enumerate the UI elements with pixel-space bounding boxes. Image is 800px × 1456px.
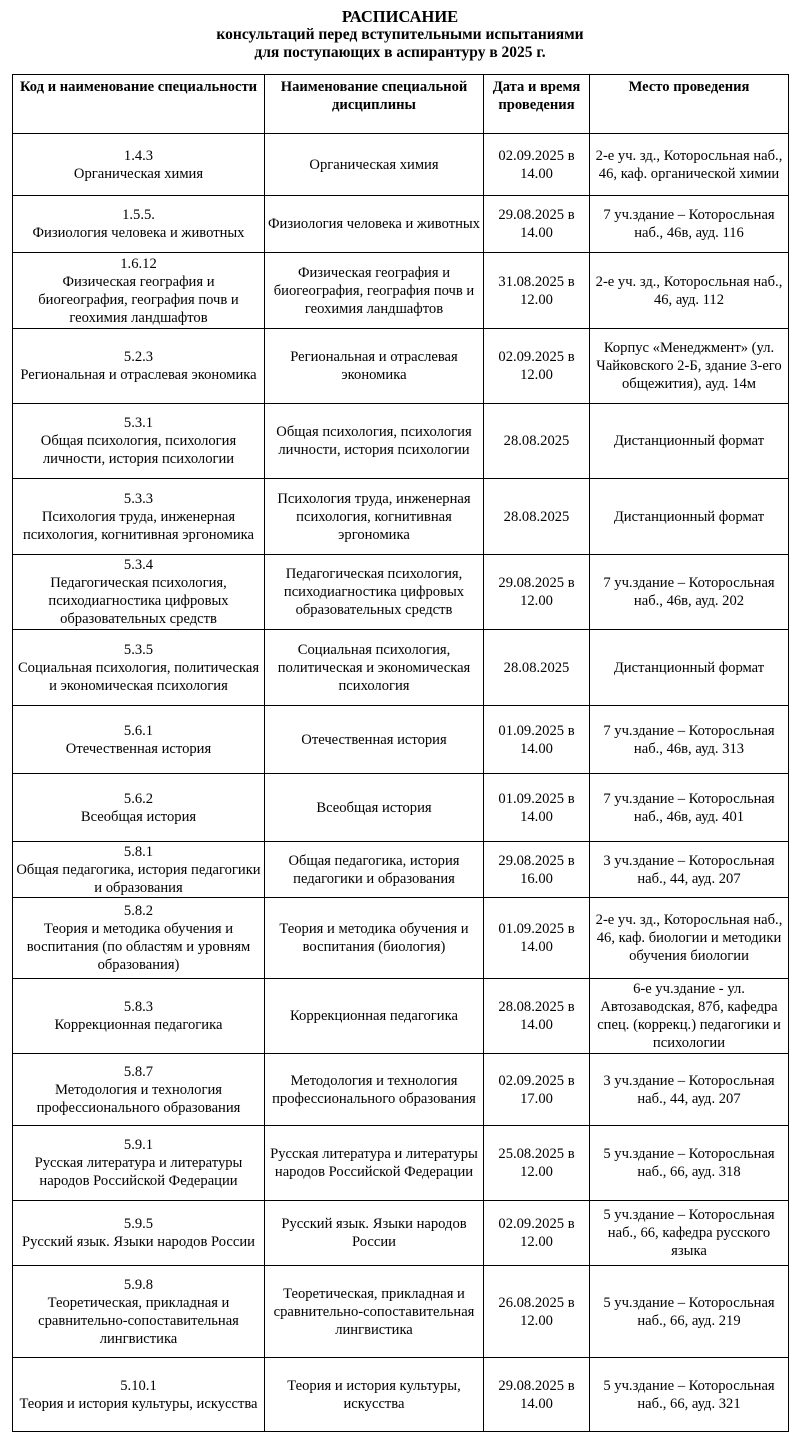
specialty-cell [13, 706, 265, 774]
specialty-name: Общая психология, психология личности, история психологии [40, 433, 237, 467]
datetime-cell: 28.08.2025 [484, 630, 590, 706]
table-row [13, 1201, 789, 1266]
table-row [13, 774, 789, 842]
table-row [13, 329, 789, 404]
specialty-code: 5.8.7 [123, 1063, 154, 1080]
specialty-name: Методология и технология профессионального образования [36, 1081, 241, 1116]
datetime-cell: 02.09.2025 в 14.00 [484, 134, 590, 196]
place-cell: Корпус «Менеджмент» (ул. Чайковского 2-Б, здание 3-его общежития), ауд. 14м [590, 329, 789, 404]
specialty-cell [13, 1054, 265, 1126]
place-cell: 5 уч.здание – Которосльная наб., 66, ауд. 321 [590, 1358, 789, 1432]
specialty-cell [13, 1201, 265, 1266]
place-cell: Дистанционный формат [590, 404, 789, 479]
place-cell: 7 уч.здание – Которосльная наб., 46в, ауд. 116 [590, 196, 789, 253]
datetime-cell: 31.08.2025 в 12.00 [484, 253, 590, 329]
datetime-cell: 02.09.2025 в 12.00 [484, 329, 590, 404]
column-header-place: Место проведения [590, 75, 789, 134]
specialty-name: Психология труда, инженерная психология, когнитивная эргономика [22, 508, 254, 543]
table-row [13, 706, 789, 774]
table-row [13, 842, 789, 898]
discipline-cell: Всеобщая история [265, 774, 484, 842]
specialty-name: Теория и методика обучения и воспитания (по областям и уровням образования) [26, 921, 251, 973]
specialty-cell [13, 134, 265, 196]
specialty-name: Коррекционная педагогика [54, 1017, 223, 1033]
specialty-name: Русский язык. Языки народов России [22, 1234, 255, 1250]
discipline-cell: Методология и технология профессионального образования [265, 1054, 484, 1126]
specialty-cell [13, 842, 265, 898]
discipline-cell: Физиология человека и животных [265, 196, 484, 253]
specialty-cell [13, 479, 265, 555]
discipline-cell: Физическая география и биогеография, география почв и геохимия ландшафтов [265, 253, 484, 329]
discipline-cell: Региональная и отраслевая экономика [265, 329, 484, 404]
place-cell: 3 уч.здание – Которосльная наб., 44, ауд. 207 [590, 842, 789, 898]
discipline-cell: Русская литература и литературы народов Российской Федерации [265, 1126, 484, 1201]
specialty-name: Теория и история культуры, искусства [19, 1395, 258, 1412]
specialty-code: 5.6.2 [123, 790, 154, 807]
document-title: РАСПИСАНИЕ [341, 7, 459, 26]
document-subtitle-line1: консультаций перед вступительными испытаниями [216, 26, 584, 43]
specialty-code: 5.8.2 [123, 903, 154, 919]
specialty-cell [13, 630, 265, 706]
datetime-cell: 02.09.2025 в 12.00 [484, 1201, 590, 1266]
specialty-name: Теоретическая, прикладная и сравнительно-сопоставительная лингвистика [38, 1294, 239, 1347]
datetime-cell: 28.08.2025 [484, 479, 590, 555]
place-cell: 3 уч.здание – Которосльная наб., 44, ауд. 207 [590, 1054, 789, 1126]
discipline-cell: Отечественная история [265, 706, 484, 774]
specialty-cell [13, 1266, 265, 1358]
discipline-cell: Теория и история культуры, искусства [265, 1358, 484, 1432]
table-row [13, 1126, 789, 1201]
place-cell: 7 уч.здание – Которосльная наб., 46в, ауд. 202 [590, 555, 789, 630]
specialty-code: 5.9.1 [123, 1137, 154, 1153]
place-cell: 2-е уч. зд., Которосльная наб., 46, каф. органической химии [590, 134, 789, 196]
place-cell: Дистанционный формат [590, 479, 789, 555]
document-subtitle-line2: для поступающих в аспирантуру в 2025 г. [254, 44, 546, 61]
specialty-name: Отечественная история [65, 740, 212, 757]
schedule-table [12, 74, 789, 1432]
place-cell: 6-е уч.здание - ул. Автозаводская, 87б, кафедра спец. (коррекц.) педагогики и психологии [590, 979, 789, 1054]
specialty-name: Всеобщая история [80, 808, 197, 825]
specialty-code: 5.10.1 [120, 1377, 157, 1394]
table-header-row [13, 75, 789, 134]
datetime-cell: 29.08.2025 в 14.00 [484, 196, 590, 253]
column-header-specialty: Код и наименование специальности [13, 75, 265, 134]
specialty-cell [13, 774, 265, 842]
table-row [13, 253, 789, 329]
specialty-code: 5.3.3 [123, 490, 154, 507]
discipline-cell: Теория и методика обучения и воспитания (биология) [265, 898, 484, 979]
datetime-cell: 29.08.2025 в 16.00 [484, 842, 590, 898]
table-row [13, 555, 789, 630]
place-cell: 5 уч.здание – Которосльная наб., 66, ауд. 219 [590, 1266, 789, 1358]
specialty-name: Физическая география и биогеография, география почв и геохимия ландшафтов [38, 273, 239, 326]
discipline-cell: Общая психология, психология личности, история психологии [265, 404, 484, 479]
specialty-code: 5.3.5 [123, 641, 154, 658]
specialty-name: Русская литература и литературы народов Российской Федерации [34, 1155, 243, 1189]
place-cell: 5 уч.здание – Которосльная наб., 66, ауд. 318 [590, 1126, 789, 1201]
specialty-code: 5.9.5 [123, 1216, 154, 1232]
table-row [13, 630, 789, 706]
discipline-cell: Русский язык. Языки народов России [265, 1201, 484, 1266]
schedule-table-body [13, 134, 789, 1432]
discipline-cell: Органическая химия [265, 134, 484, 196]
datetime-cell: 26.08.2025 в 12.00 [484, 1266, 590, 1358]
discipline-cell: Педагогическая психология, психодиагностика цифровых образовательных средств [265, 555, 484, 630]
specialty-code: 5.6.1 [123, 722, 154, 739]
table-row [13, 134, 789, 196]
specialty-name: Физиология человека и животных [32, 225, 245, 241]
place-cell: 2-е уч. зд., Которосльная наб., 46, каф. биологии и методики обучения биологии [590, 898, 789, 979]
specialty-code: 1.5.5. [122, 207, 155, 223]
table-row [13, 1054, 789, 1126]
place-cell: 7 уч.здание – Которосльная наб., 46в, ауд. 313 [590, 706, 789, 774]
specialty-cell [13, 1358, 265, 1432]
specialty-cell [13, 404, 265, 479]
table-row [13, 1358, 789, 1432]
specialty-code: 5.8.1 [123, 843, 154, 860]
specialty-cell [13, 329, 265, 404]
specialty-name: Общая педагогика, история педагогики и образования [16, 861, 261, 896]
datetime-cell: 29.08.2025 в 12.00 [484, 555, 590, 630]
place-cell: 7 уч.здание – Которосльная наб., 46в, ауд. 401 [590, 774, 789, 842]
specialty-name: Региональная и отраслевая экономика [20, 367, 257, 383]
table-row [13, 1266, 789, 1358]
specialty-cell [13, 979, 265, 1054]
discipline-cell: Теоретическая, прикладная и сравнительно-сопоставительная лингвистика [265, 1266, 484, 1358]
column-header-datetime: Дата и время проведения [484, 75, 590, 134]
datetime-cell: 29.08.2025 в 14.00 [484, 1358, 590, 1432]
specialty-code: 5.2.3 [123, 349, 154, 365]
specialty-code: 5.3.1 [123, 415, 154, 431]
specialty-code: 1.6.12 [120, 255, 157, 272]
specialty-cell [13, 253, 265, 329]
place-cell: 5 уч.здание – Которосльная наб., 66, кафедра русского языка [590, 1201, 789, 1266]
specialty-cell [13, 555, 265, 630]
specialty-cell [13, 898, 265, 979]
table-row [13, 404, 789, 479]
specialty-code: 5.3.4 [123, 557, 154, 573]
document-header [0, 8, 800, 62]
datetime-cell: 28.08.2025 в 14.00 [484, 979, 590, 1054]
discipline-cell: Психология труда, инженерная психология, когнитивная эргономика [265, 479, 484, 555]
table-row [13, 196, 789, 253]
table-row [13, 479, 789, 555]
place-cell: 2-е уч. зд., Которосльная наб., 46, ауд. 112 [590, 253, 789, 329]
specialty-cell [13, 196, 265, 253]
discipline-cell: Социальная психология, политическая и экономическая психология [265, 630, 484, 706]
datetime-cell: 02.09.2025 в 17.00 [484, 1054, 590, 1126]
discipline-cell: Коррекционная педагогика [265, 979, 484, 1054]
discipline-cell: Общая педагогика, история педагогики и образования [265, 842, 484, 898]
specialty-code: 1.4.3 [123, 147, 154, 164]
specialty-name: Социальная психология, политическая и экономическая психология [17, 659, 260, 694]
specialty-name: Органическая химия [73, 165, 204, 182]
specialty-name: Педагогическая психология, психодиагностика цифровых образовательных средств [48, 575, 229, 627]
place-cell: Дистанционный формат [590, 630, 789, 706]
specialty-code: 5.8.3 [123, 999, 154, 1015]
datetime-cell: 28.08.2025 [484, 404, 590, 479]
column-header-discipline: Наименование специальной дисциплины [265, 75, 484, 134]
datetime-cell: 01.09.2025 в 14.00 [484, 774, 590, 842]
datetime-cell: 01.09.2025 в 14.00 [484, 898, 590, 979]
datetime-cell: 25.08.2025 в 12.00 [484, 1126, 590, 1201]
specialty-code: 5.9.8 [123, 1276, 154, 1293]
datetime-cell: 01.09.2025 в 14.00 [484, 706, 590, 774]
table-row [13, 979, 789, 1054]
specialty-cell [13, 1126, 265, 1201]
table-row [13, 898, 789, 979]
